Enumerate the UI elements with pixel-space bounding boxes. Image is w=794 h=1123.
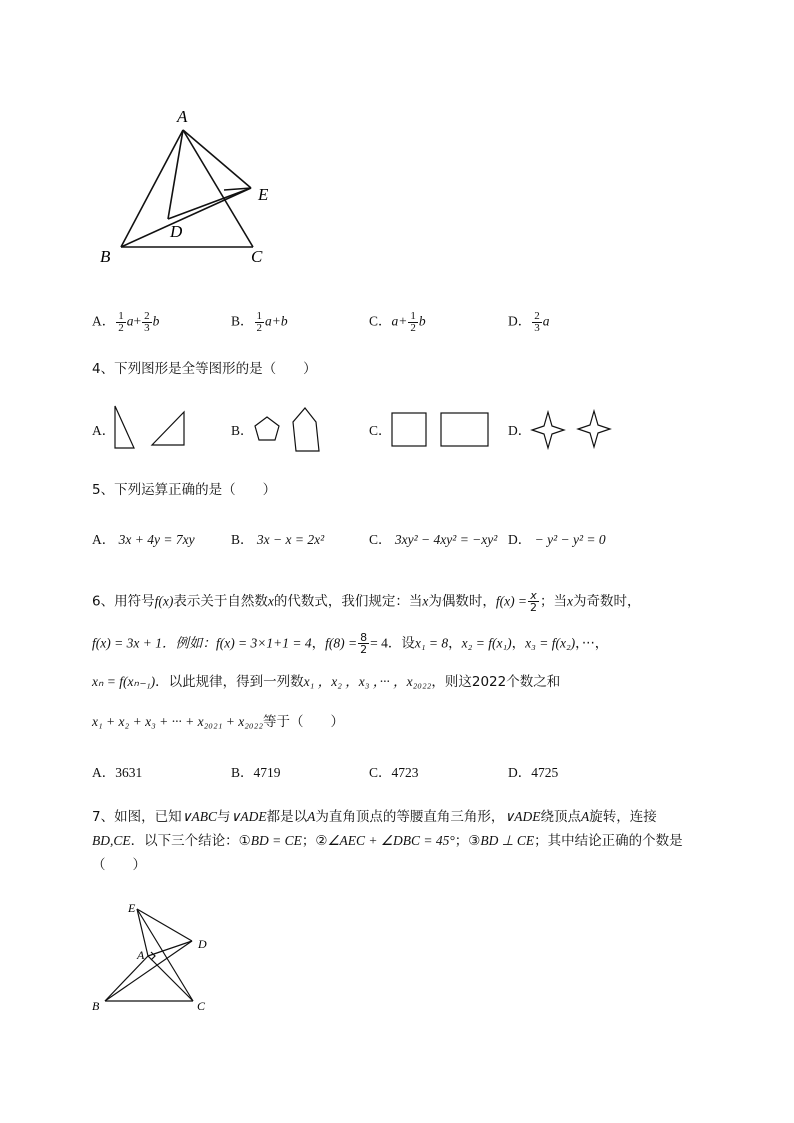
q5-option-a[interactable]: A． 3x + 4y = 7xy — [92, 532, 195, 547]
q4-option-a-shapes — [110, 402, 190, 452]
q3-option-a[interactable]: A． $\frac{1}{2}$ a+ $\frac{2}{3}$ b — [92, 310, 160, 334]
figure-triangle-abc-ade — [90, 100, 290, 270]
fig2-label-a: A — [137, 948, 145, 962]
q4-option-b-shapes — [250, 405, 330, 455]
fig1-label-a: A — [177, 107, 188, 126]
fig1-label-b: B — [100, 247, 111, 266]
q7-line-1: 7、如图，已知∨ABC与∨ADE都是以A为直角顶点的等腰直角三角形，∨ADE绕顶点A旋转，连接 — [92, 809, 657, 825]
fig1-label-e: E — [258, 185, 269, 204]
q6-option-a[interactable]: A．3631 — [92, 765, 143, 780]
fig2-label-d: D — [198, 937, 207, 951]
fig1-label-c: C — [251, 247, 263, 266]
q3-option-b[interactable]: B． $\frac{1}{2}$ a+b — [231, 310, 288, 334]
figure-rotated-triangles — [88, 896, 228, 1021]
q3-option-c[interactable]: C．a+ $\frac{1}{2}$ b — [369, 310, 426, 334]
q7-line-2: BD,CE．以下三个结论：①BD = CE；②∠AEC + ∠DBC = 45°；③BD ⊥ CE；其中结论正确的个数是 — [92, 833, 683, 849]
q6-option-b[interactable]: B．4719 — [231, 765, 281, 780]
q4-option-d-shapes — [528, 408, 618, 452]
q4-option-d-label[interactable]: D． — [508, 423, 532, 438]
fig2-label-e: E — [128, 901, 136, 915]
q6-line-1: 6、用符号f(x)表示关于自然数x的代数式，我们规定：当x为偶数时，f(x) = $\frac{x}{2}$ ；当x为奇数时， — [92, 589, 641, 614]
q4-stem: 4、下列图形是全等图形的是（ ） — [92, 361, 317, 377]
q5-option-c[interactable]: C． 3xy² − 4xy² = −xy² — [369, 532, 498, 547]
q6-line-3: xₙ = f(xₙ₋₁)．以此规律，得到一列数x₁ ，x₂ ，x₃ ，··· ，x₂₀₂₂，则这2022个数之和 — [92, 674, 561, 690]
q6-option-c[interactable]: C．4723 — [369, 765, 419, 780]
q4-option-c-shapes — [390, 410, 495, 450]
q4-option-a-label[interactable]: A． — [92, 423, 116, 438]
q5-option-b[interactable]: B． 3x − x = 2x² — [231, 532, 325, 547]
q7-line-3: （ ） — [92, 857, 146, 873]
q3-option-d[interactable]: D． $\frac{2}{3}$ a — [508, 310, 550, 334]
q4-option-b-label[interactable]: B． — [231, 423, 254, 438]
q5-stem: 5、下列运算正确的是（ ） — [92, 482, 277, 498]
q6-line-2: f(x) = 3x + 1．例如：f(x) = 3×1+1 = 4，f(8) = $\frac{8}{2}$ = 4．设x₁ = 8，x₂ = f(x₁)，x₃ = f(x₂)，···， — [92, 631, 609, 656]
fig2-label-c: C — [197, 999, 206, 1013]
q4-option-c-label[interactable]: C． — [369, 423, 392, 438]
fig1-label-d: D — [170, 222, 183, 241]
q5-option-d[interactable]: D． − y² − y² = 0 — [508, 532, 606, 547]
fig2-label-b: B — [92, 999, 100, 1013]
q6-option-d[interactable]: D．4725 — [508, 765, 559, 780]
q6-line-4: x₁ + x₂ + x₃ + ··· + x₂₀₂₁ + x₂₀₂₂等于（ ） — [92, 714, 345, 730]
